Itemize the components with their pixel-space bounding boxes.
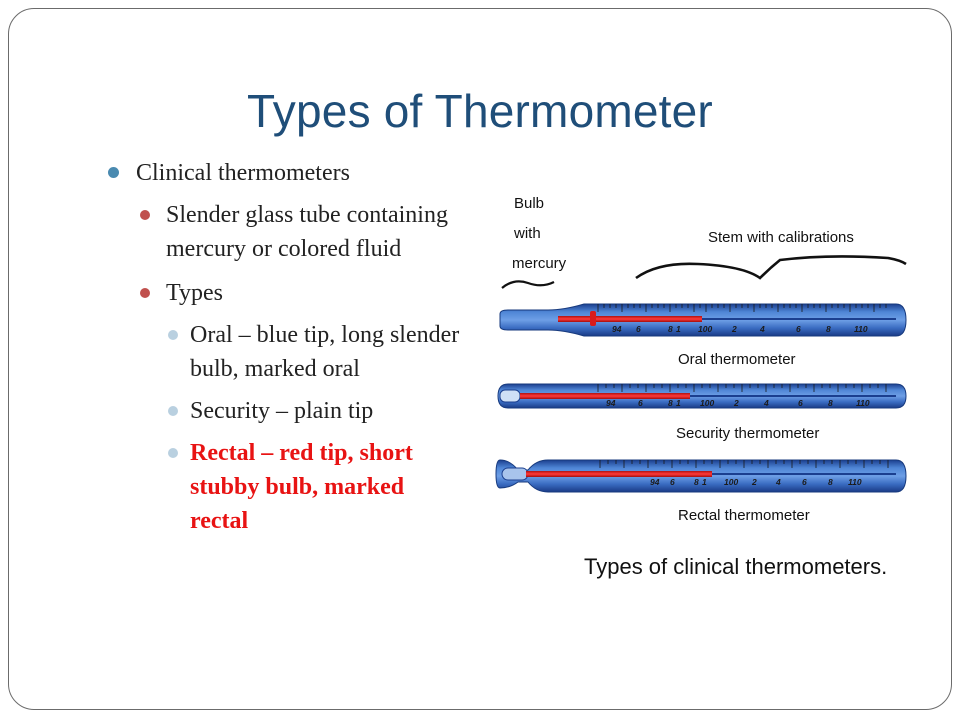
bullet-text: Oral – blue tip, long slender bulb, marked oral xyxy=(190,322,460,382)
rectal-thermometer xyxy=(496,460,906,492)
oral-tick-94: 94 xyxy=(612,324,622,334)
security-tick-8b: 8 xyxy=(828,398,833,408)
oral-tick-110: 110 xyxy=(854,324,868,334)
security-tick-94: 94 xyxy=(606,398,616,408)
oral-tick-1: 1 xyxy=(676,324,681,334)
oral-tick-6: 6 xyxy=(636,324,641,334)
rectal-tick-110: 110 xyxy=(848,477,862,487)
thermometer-illustration xyxy=(488,182,916,594)
oral-thermometer xyxy=(500,304,906,336)
security-tick-4: 4 xyxy=(764,398,769,408)
security-tick-110: 110 xyxy=(856,398,870,408)
oral-tick-100: 100 xyxy=(698,324,713,334)
rectal-tick-2: 2 xyxy=(752,477,757,487)
security-tick-100: 100 xyxy=(700,398,715,408)
bullet-clinical-thermometers xyxy=(106,156,466,190)
bullet-text: Types xyxy=(166,280,223,306)
oral-tick-6b: 6 xyxy=(796,324,801,334)
label-bulb-line1: Bulb xyxy=(514,195,545,212)
bullet-list xyxy=(106,156,466,538)
label-rectal: Rectal thermometer xyxy=(678,507,810,524)
thermometer-figure xyxy=(488,182,916,594)
rectal-tick-8b: 8 xyxy=(828,477,833,487)
label-bulb-line2: with xyxy=(514,225,541,242)
stem-brace xyxy=(636,256,906,278)
rectal-tick-8: 8 xyxy=(694,477,699,487)
bullet-types xyxy=(136,276,466,310)
security-tick-1: 1 xyxy=(676,398,681,408)
rectal-tick-6: 6 xyxy=(670,477,675,487)
security-thermometer xyxy=(498,384,906,408)
figure-caption: Types of clinical thermometers. xyxy=(584,554,888,579)
oral-tick-4: 4 xyxy=(760,324,765,334)
bullet-oral xyxy=(162,318,466,386)
oral-tick-8b: 8 xyxy=(826,324,831,334)
oral-tick-8: 8 xyxy=(668,324,673,334)
security-tick-6b: 6 xyxy=(798,398,803,408)
oral-tick-2: 2 xyxy=(732,324,737,334)
bullet-rectal xyxy=(162,436,466,538)
rectal-tick-6b: 6 xyxy=(802,477,807,487)
bullet-slender-glass-tube xyxy=(136,198,466,266)
label-stem: Stem with calibrations xyxy=(708,229,854,246)
label-bulb-line3: mercury xyxy=(512,255,567,272)
label-security: Security thermometer xyxy=(676,425,820,442)
security-tick-8: 8 xyxy=(668,398,673,408)
bullet-text: Security – plain tip xyxy=(190,398,374,424)
bullet-text: Clinical thermometers xyxy=(136,160,350,186)
rectal-tick-100: 100 xyxy=(724,477,739,487)
bulb-brace xyxy=(502,281,554,288)
bullet-text: Slender glass tube containing mercury or colored fluid xyxy=(166,202,448,262)
label-oral: Oral thermometer xyxy=(678,351,796,368)
bullet-text: Rectal – red tip, short stubby bulb, marked rectal xyxy=(190,440,413,534)
security-tick-6: 6 xyxy=(638,398,643,408)
rectal-tick-1: 1 xyxy=(702,477,707,487)
rectal-tick-94: 94 xyxy=(650,477,660,487)
security-tick-2: 2 xyxy=(734,398,739,408)
rectal-tick-4: 4 xyxy=(776,477,781,487)
slide-title: Types of Thermometer xyxy=(247,85,713,137)
bullet-security xyxy=(162,394,466,428)
